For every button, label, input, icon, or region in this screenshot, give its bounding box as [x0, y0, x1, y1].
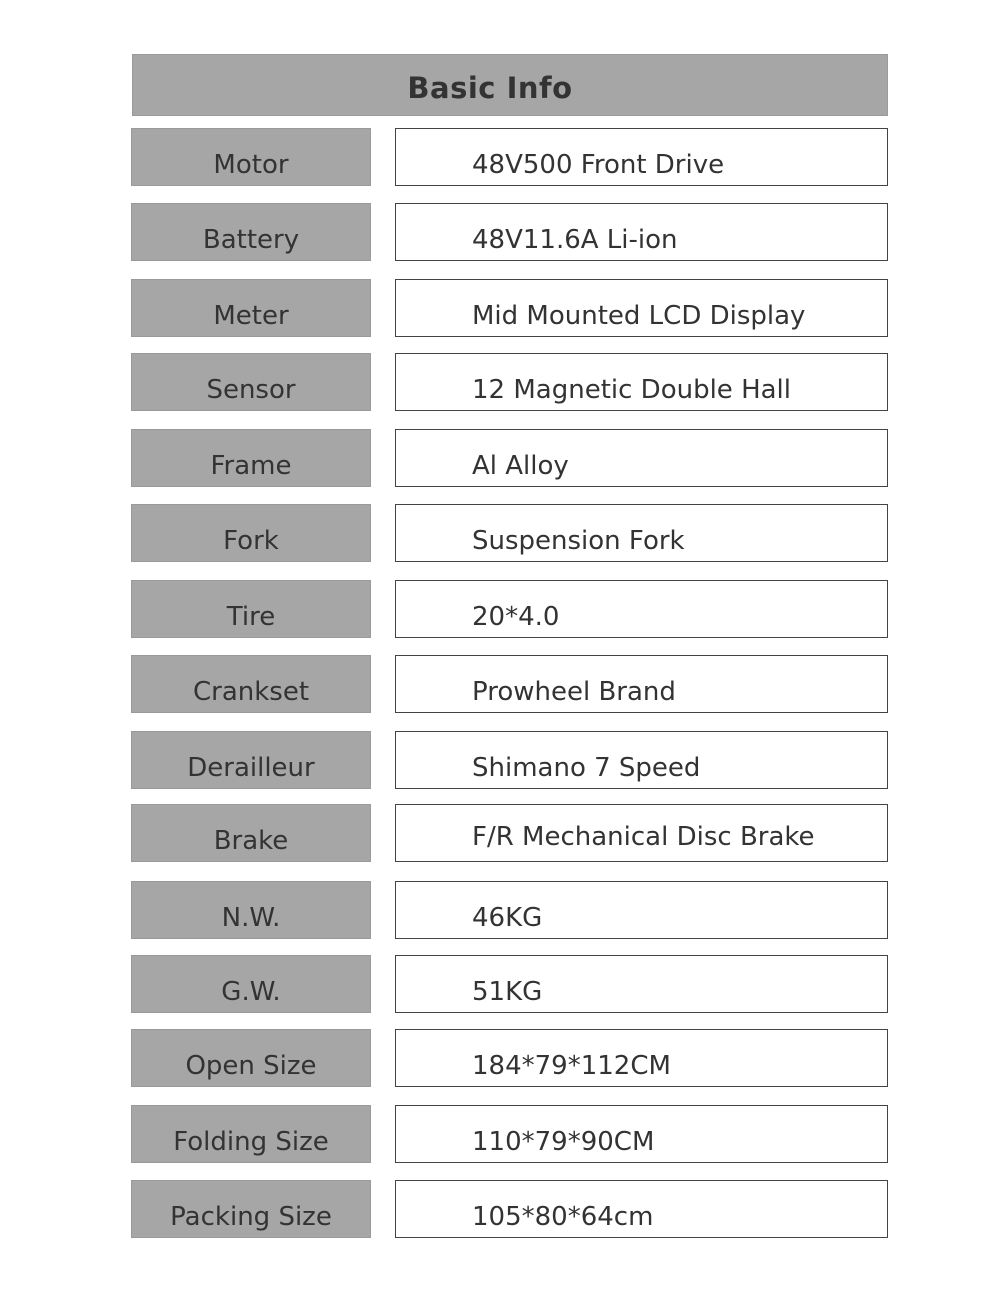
- spec-row-frame: [131, 429, 889, 487]
- spec-row-motor: [131, 128, 889, 186]
- spec-value-cell: [395, 1180, 888, 1238]
- spec-table-header: [132, 54, 888, 116]
- spec-value: 48V500 Front Drive: [472, 150, 725, 180]
- spec-label-cell: [131, 353, 371, 411]
- spec-value: 110*79*90CM: [472, 1127, 655, 1157]
- page-title: Basic Info: [407, 71, 573, 105]
- spec-value: 20*4.0: [472, 602, 560, 632]
- spec-value-cell: [395, 203, 888, 261]
- spec-row-derailleur: [131, 731, 889, 789]
- spec-label-cell: [131, 279, 371, 337]
- spec-label: Tire: [226, 602, 276, 632]
- spec-label-cell: [131, 1105, 371, 1163]
- spec-row-fork: [131, 504, 889, 562]
- spec-label-cell: [131, 429, 371, 487]
- spec-value: F/R Mechanical Disc Brake: [472, 822, 815, 852]
- spec-label-cell: [131, 955, 371, 1013]
- spec-label: Derailleur: [187, 753, 315, 783]
- spec-value-cell: [395, 731, 888, 789]
- spec-label: Fork: [223, 526, 279, 556]
- spec-value: Al Alloy: [472, 451, 569, 481]
- spec-label: Folding Size: [173, 1127, 329, 1157]
- spec-label: Packing Size: [170, 1202, 332, 1232]
- spec-value-cell: [395, 1105, 888, 1163]
- spec-label-cell: [131, 731, 371, 789]
- spec-row-brake: [131, 804, 889, 862]
- spec-value: 48V11.6A Li-ion: [472, 225, 678, 255]
- spec-label: Open Size: [185, 1051, 317, 1081]
- spec-label: N.W.: [221, 903, 281, 933]
- spec-row-sensor: [131, 353, 889, 411]
- spec-value-cell: [395, 955, 888, 1013]
- spec-value-cell: [395, 429, 888, 487]
- spec-label-cell: [131, 881, 371, 939]
- spec-label-cell: [131, 1029, 371, 1087]
- spec-value: Prowheel Brand: [472, 677, 676, 707]
- spec-label: Frame: [210, 451, 292, 481]
- spec-row-open-size: [131, 1029, 889, 1087]
- spec-value: 51KG: [472, 977, 543, 1007]
- spec-label: Sensor: [206, 375, 296, 405]
- spec-value-cell: [395, 580, 888, 638]
- spec-label-cell: [131, 655, 371, 713]
- spec-label-cell: [131, 128, 371, 186]
- spec-value: 105*80*64cm: [472, 1202, 654, 1232]
- spec-row-gross-weight: [131, 955, 889, 1013]
- spec-label: G.W.: [221, 977, 281, 1007]
- spec-label: Motor: [213, 150, 289, 180]
- spec-value-cell: [395, 279, 888, 337]
- spec-value: Suspension Fork: [472, 526, 685, 556]
- spec-row-folding-size: [131, 1105, 889, 1163]
- spec-label-cell: [131, 580, 371, 638]
- spec-row-net-weight: [131, 881, 889, 939]
- spec-label-cell: [131, 203, 371, 261]
- spec-label: Brake: [213, 826, 289, 856]
- spec-row-packing-size: [131, 1180, 889, 1238]
- spec-value-cell: [395, 881, 888, 939]
- spec-label: Battery: [202, 225, 300, 255]
- spec-row-battery: [131, 203, 889, 261]
- spec-value: Shimano 7 Speed: [472, 753, 701, 783]
- spec-value-cell: [395, 804, 888, 862]
- spec-label-cell: [131, 804, 371, 862]
- spec-value: 46KG: [472, 903, 543, 933]
- spec-value: Mid Mounted LCD Display: [472, 301, 806, 331]
- spec-value-cell: [395, 1029, 888, 1087]
- spec-value-cell: [395, 353, 888, 411]
- spec-row-crankset: [131, 655, 889, 713]
- spec-label-cell: [131, 504, 371, 562]
- spec-value: 12 Magnetic Double Hall: [472, 375, 791, 405]
- spec-label-cell: [131, 1180, 371, 1238]
- spec-label: Meter: [213, 301, 289, 331]
- spec-value-cell: [395, 128, 888, 186]
- spec-label: Crankset: [192, 677, 310, 707]
- spec-row-tire: [131, 580, 889, 638]
- spec-value-cell: [395, 655, 888, 713]
- spec-row-meter: [131, 279, 889, 337]
- spec-value-cell: [395, 504, 888, 562]
- spec-value: 184*79*112CM: [472, 1051, 671, 1081]
